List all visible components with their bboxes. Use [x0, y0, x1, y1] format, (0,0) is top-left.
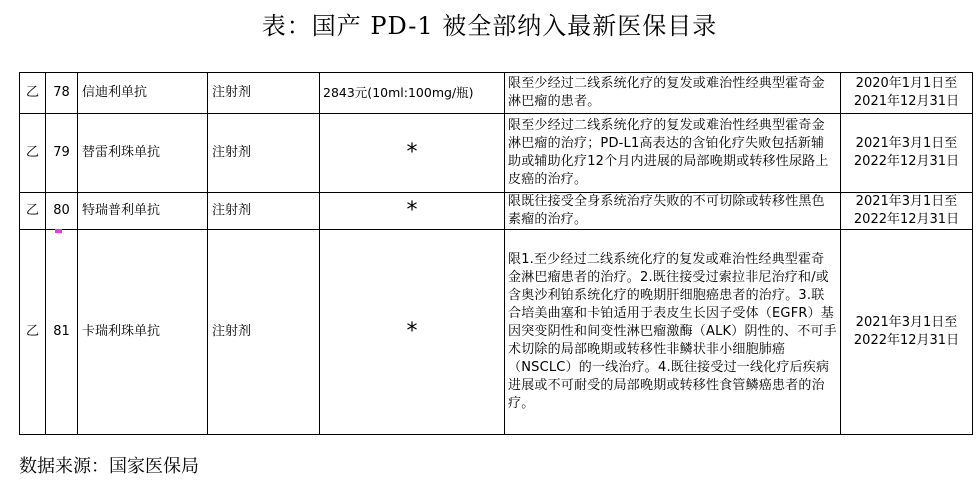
date-start: 2020年1月1日至 [855, 76, 958, 91]
drug-table [19, 72, 973, 435]
price-cell: * [320, 193, 505, 230]
date-end: 2022年12月31日 [853, 154, 960, 169]
category-cell: 乙 [20, 193, 46, 230]
number-cell: 81 [46, 230, 78, 435]
number-cell: 79 [46, 114, 78, 193]
date-cell [841, 193, 973, 230]
date-start: 2021年3月1日至 [855, 315, 958, 330]
indication-cell: 限1.至少经过二线系统化疗的复发或难治性经典型霍奇金淋巴瘤患者的治疗。2.既往接受过索拉非尼治疗和/或含奥沙利铂系统化疗的晚期肝细胞癌患者的治疗。3.联合培美曲塞和卡铂适用于表皮生长因子受体（EGFR）基因突变阴性和间变性淋巴瘤激酶（ALK）阴性的、不可手术切除的局部晚期或转移性非鳞状非小细胞肺癌（NSCLC）的一线治疗。4.既往接受过一线化疗后疾病进展或不可耐受的局部晚期或转移性食管鳞癌患者的治疗。 [505, 230, 841, 435]
date-cell [841, 114, 973, 193]
drug-name-cell: 替雷利珠单抗 [78, 114, 208, 193]
price-cell: * [320, 230, 505, 435]
date-end: 2022年12月31日 [853, 333, 960, 348]
date-start: 2021年3月1日至 [855, 194, 958, 209]
indication-cell: 限至少经过二线系统化疗的复发或难治性经典型霍奇金淋巴瘤的治疗；PD-L1高表达的含铂化疗失败包括新辅助或辅助化疗12个月内进展的局部晚期或转移性尿路上皮癌的治疗。 [505, 114, 841, 193]
date-cell [841, 73, 973, 114]
indication-cell: 限既往接受全身系统治疗失败的不可切除或转移性黑色素瘤的治疗。 [505, 193, 841, 230]
category-cell: 乙 [20, 73, 46, 114]
table-row [20, 193, 973, 230]
number-cell: 78 [46, 73, 78, 114]
price-cell: * [320, 114, 505, 193]
date-cell [841, 230, 973, 435]
table-row [20, 73, 973, 114]
form-cell: 注射剂 [208, 193, 320, 230]
price-cell: 2843元(10ml:100mg/瓶) [320, 73, 505, 114]
category-cell: 乙 [20, 230, 46, 435]
table-row [20, 230, 973, 435]
drug-name-cell: 特瑞普利单抗 [78, 193, 208, 230]
number-cell: 80 [46, 193, 78, 230]
pink-marker [55, 229, 62, 233]
table-row [20, 114, 973, 193]
form-cell: 注射剂 [208, 230, 320, 435]
form-cell: 注射剂 [208, 114, 320, 193]
indication-cell: 限至少经过二线系统化疗的复发或难治性经典型霍奇金淋巴瘤的患者。 [505, 73, 841, 114]
drug-name-cell: 信迪利单抗 [78, 73, 208, 114]
category-cell: 乙 [20, 114, 46, 193]
date-end: 2021年12月31日 [853, 94, 960, 109]
date-end: 2022年12月31日 [853, 212, 960, 227]
drug-name-cell: 卡瑞利珠单抗 [78, 230, 208, 435]
data-source-note: 数据来源：国家医保局 [19, 456, 199, 477]
form-cell: 注射剂 [208, 73, 320, 114]
page-title: 表：国产 PD-1 被全部纳入最新医保目录 [261, 12, 718, 40]
date-start: 2021年3月1日至 [855, 136, 958, 151]
